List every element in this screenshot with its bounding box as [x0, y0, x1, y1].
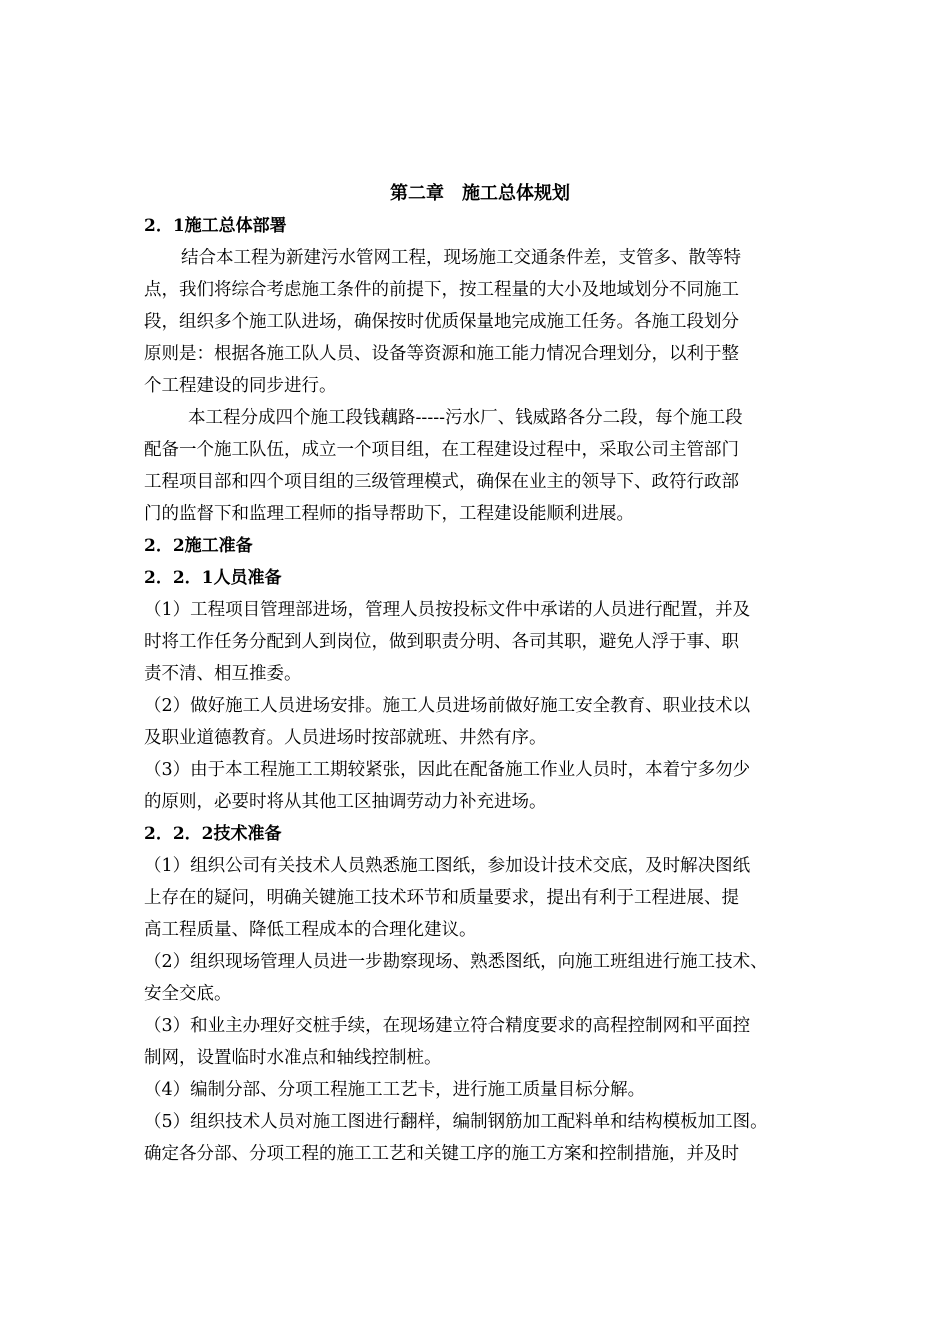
text-line: 确定各分部、分项工程的施工工艺和关键工序的施工方案和控制措施，并及时: [144, 1144, 739, 1164]
chapter-title: 第二章 施工总体规划: [390, 183, 570, 204]
text-line: 点，我们将综合考虑施工条件的前提下，按工程量的大小及地域划分不同施工: [144, 280, 739, 300]
section-heading-2-2-1: 2．2．1人员准备: [144, 568, 282, 588]
technical-item-4: [144, 1074, 816, 1106]
text-line: 个工程建设的同步进行。: [144, 376, 337, 396]
personnel-item-3: [144, 754, 816, 818]
text-line: 高工程质量、降低工程成本的合理化建议。: [144, 920, 477, 940]
text-line: （2）做好施工人员进场安排。施工人员进场前做好施工安全教育、职业技术以: [144, 696, 751, 716]
text-line: 及职业道德教育。人员进场时按部就班、井然有序。: [144, 728, 547, 748]
text-line: 配备一个施工队伍，成立一个项目组，在工程建设过程中，采取公司主管部门: [144, 440, 739, 460]
text-line: 责不清、相互推委。: [144, 664, 302, 684]
text-line: （2）组织现场管理人员进一步勘察现场、熟悉图纸，向施工班组进行施工技术、: [144, 952, 768, 972]
section-heading-2-2: 2．2施工准备: [144, 536, 253, 556]
document-page: [144, 178, 816, 1170]
text-line: 结合本工程为新建污水管网工程，现场施工交通条件差，支管多、散等特: [181, 248, 741, 268]
technical-item-5: [144, 1106, 816, 1170]
text-line: （5）组织技术人员对施工图进行翻样，编制钢筋加工配料单和结构模板加工图。: [144, 1112, 768, 1132]
text-line: 原则是：根据各施工队人员、设备等资源和施工能力情况合理划分，以利于整: [144, 344, 739, 364]
text-line: 段，组织多个施工队进场，确保按时优质保量地完成施工任务。各施工段划分: [144, 312, 739, 332]
text-line: （4）编制分部、分项工程施工工艺卡，进行施工质量目标分解。: [144, 1080, 646, 1100]
personnel-item-2: [144, 690, 816, 754]
text-line: 上存在的疑问，明确关键施工技术环节和质量要求，提出有利于工程进展、提: [144, 888, 739, 908]
personnel-item-1: [144, 594, 816, 690]
text-line: 工程项目部和四个项目组的三级管理模式，确保在业主的领导下、政符行政部: [144, 472, 739, 492]
text-line: （3）和业主办理好交桩手续，在现场建立符合精度要求的高程控制网和平面控: [144, 1016, 751, 1036]
text-line: 时将工作任务分配到人到岗位，做到职责分明、各司其职，避免人浮于事、职: [144, 632, 739, 652]
text-line: 制网，设置临时水准点和轴线控制桩。: [144, 1048, 442, 1068]
text-line: 本工程分成四个施工段钱藕路-----污水厂、钱威路各分二段，每个施工段: [188, 408, 743, 428]
technical-item-3: [144, 1010, 816, 1074]
text-line: （3）由于本工程施工工期较紧张，因此在配备施工作业人员时，本着宁多勿少: [144, 760, 751, 780]
paragraph-deployment-2: [144, 402, 816, 530]
text-line: （1）组织公司有关技术人员熟悉施工图纸，参加设计技术交底，及时解决图纸: [144, 856, 751, 876]
paragraph-deployment-1: [144, 242, 816, 402]
technical-item-1: [144, 850, 816, 946]
text-line: 的原则，必要时将从其他工区抽调劳动力补充进场。: [144, 792, 547, 812]
technical-item-2: [144, 946, 816, 1010]
text-line: （1）工程项目管理部进场，管理人员按投标文件中承诺的人员进行配置，并及: [144, 600, 751, 620]
section-heading-2-2-2: 2．2．2技术准备: [144, 824, 282, 844]
text-line: 门的监督下和监理工程师的指导帮助下，工程建设能顺利进展。: [144, 504, 634, 524]
section-heading-2-1: 2．1施工总体部署: [144, 216, 287, 236]
text-line: 安全交底。: [144, 984, 232, 1004]
